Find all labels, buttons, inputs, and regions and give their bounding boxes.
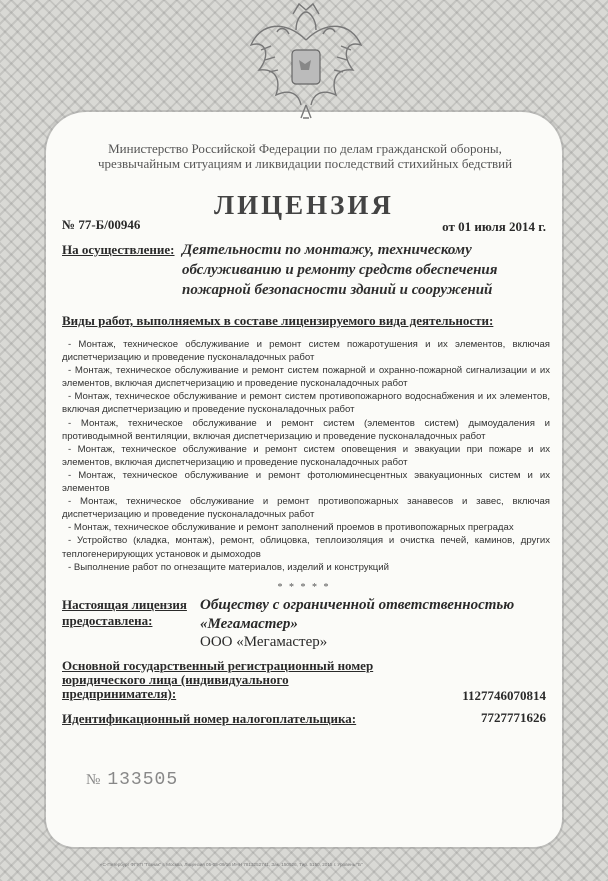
inn-label: Идентификационный номер налогоплательщика:	[62, 711, 357, 726]
activity-description: Деятельности по монтажу, техническому обслуживанию и ремонту средств обеспечения пожарной безопасности зданий и сооружений	[182, 242, 498, 298]
ogrn-label: Основной государственный регистрационный номер юридического лица (индивидуального предпринимателя):	[62, 658, 374, 701]
grantee-short-name: ООО «Мегамастер»	[200, 634, 328, 650]
ministry-line-2: чрезвычайным ситуациям и ликвидации последствий стихийных бедствий	[97, 156, 513, 171]
list-item: - Устройство (кладка, монтаж), ремонт, облицовка, теплоизоляция и очистка печей, каминов, других теплогенерирующих установок и дымоходов	[62, 535, 550, 560]
list-item: - Монтаж, техническое обслуживание и ремонт заполнений проемов в противопожарных преградах	[68, 522, 514, 534]
license-number: № 77-Б/00946	[62, 217, 141, 232]
list-item: - Монтаж, техническое обслуживание и ремонт систем противопожарного водоснабжения и их элементов, включая диспетчеризацию и проведение пусконаладочных работ	[62, 391, 550, 416]
serial-number	[86, 770, 178, 790]
list-item: - Монтаж, техническое обслуживание и ремонт систем (элементов систем) дымоудаления и противодымной вентиляции, включая диспетчеризацию и проведение пусконаладочных работ	[62, 417, 550, 442]
grantee-full-name: Обществу с ограниченной ответственностью «Мегамастер»	[200, 597, 515, 632]
serial-digits: 133505	[107, 770, 179, 790]
license-date: от 01 июля 2014 г.	[442, 219, 546, 234]
list-item: - Монтаж, техническое обслуживание и ремонт фотолюминесцентных эвакуационных систем и их элементов	[62, 469, 550, 495]
works-heading: Виды работ, выполняемых в составе лицензируемого вида деятельности:	[62, 313, 494, 328]
list-item: - Монтаж, техническое обслуживание и ремонт систем пожарной и охранно-пожарной сигнализации и их элементов, включая диспетчеризацию и проведение пусконаладочных работ	[62, 365, 550, 390]
grantee-label: Настоящая лицензия предоставлена:	[62, 597, 187, 628]
ogrn-value: 1127746070814	[462, 688, 546, 703]
ministry-line-1: Министерство Российской Федерации по делам гражданской обороны,	[108, 141, 502, 156]
list-item: - Выполнение работ по огнезащите материалов, изделий и конструкций	[68, 561, 390, 573]
printer-imprint: «С-Петербург ФГУП "Гознак" г. Москва, Лицензия 05-05-09/16 ИНН 7813252741, Зак. 150526, Тир. 5150, 2015 г. Уровень "Б"	[100, 862, 363, 867]
page-title: ЛИЦЕНЗИЯ	[214, 190, 394, 220]
works-list	[62, 338, 550, 574]
inn-value: 7727771626	[481, 710, 546, 725]
list-item: - Монтаж, техническое обслуживание и ремонт систем пожаротушения и их элементов, включая диспетчеризацию и проведение пусконаладочных работ	[62, 339, 550, 364]
coat-of-arms-emblem	[241, 0, 371, 125]
list-item: - Монтаж, техническое обслуживание и ремонт противопожарных занавесов и завес, включая диспетчеризацию и проведение пусконаладочных работ	[62, 496, 550, 521]
activity-label: На осуществление:	[62, 242, 175, 257]
section-separator: * * * * *	[277, 582, 331, 593]
serial-prefix: №	[86, 772, 102, 788]
list-item: - Монтаж, техническое обслуживание и ремонт систем оповещения и эвакуации при пожаре и их элементов, включая диспетчеризацию и проведение пусконаладочных работ	[62, 443, 550, 468]
